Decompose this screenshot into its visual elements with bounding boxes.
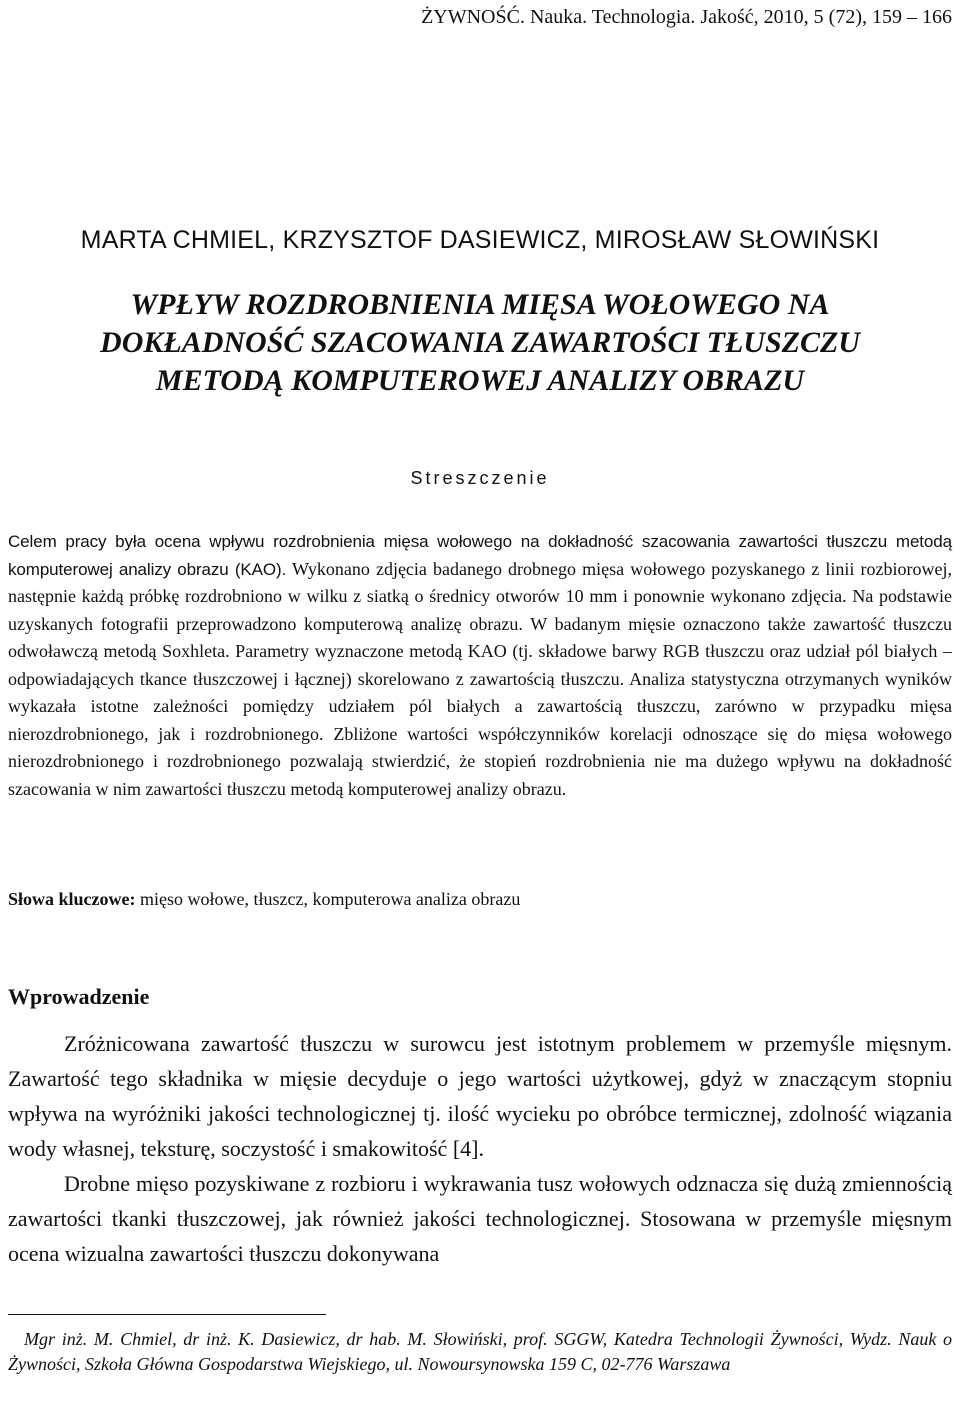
introduction-body xyxy=(8,1026,952,1271)
abstract-aim: Celem pracy była ocena wpływu rozdrobnienia mięsa wołowego na dokładność szacowania zawartości tłuszczu metodą komputerowej analizy obrazu (KAO). xyxy=(8,532,952,579)
paper-title xyxy=(8,286,952,400)
title-line: WPŁYW ROZDROBNIENIA MIĘSA WOŁOWEGO NA xyxy=(130,288,830,321)
author-affiliation-footnote: Mgr inż. M. Chmiel, dr inż. K. Dasiewicz, dr hab. M. Słowiński, prof. SGGW, Katedra Technologii Żywności, Wydz. Nauk o Żywności, Szkoła Główna Gospodarstwa Wiejskiego, ul. Nowoursynowska 159 C, 02-776 Warszawa xyxy=(8,1329,952,1374)
abstract-body: Wykonano zdjęcia badanego drobnego mięsa wołowego pozyskanego z linii rozbiorowej, następnie każdą próbkę rozdrobniono w wilku z siatką o średnicy otworów 10 mm i ponownie wykonano zdjęcia. Na podstawie uzyskanych fotografii przeprowadzono komputerową analizę obrazu. W badanym mięsie oznaczono także zawartość tłuszczu odwoławczą metodą Soxhleta. Parametry wyznaczone metodą KAO (tj. składowe barwy RGB tłuszczu oraz udział pól białych – odpowiadających tkance tłuszczowej i łącznej) skorelowano z zawartością tłuszczu. Analiza statystyczna otrzymanych wyników wykazała istotne zależności pomiędzy udziałem pól białych a zawartością tłuszczu, zarówno w przypadku mięsa nierozdrobnionego, jak i rozdrobnionego. Zbliżone wartości współczynników korelacji odnoszące się do mięsa wołowego nierozdrobnionego i rozdrobnionego pozwalają stwierdzić, że stopień rozdrobnienia nie ma dużego wpływu na dokładność szacowania w nim zawartości tłuszczu metodą komputerowej analizy obrazu. xyxy=(8,558,952,799)
paragraph: Drobne mięso pozyskiwane z rozbioru i wykrawania tusz wołowych odznacza się dużą zmiennością zawartości tkanki tłuszczowej, jak również jakości technologicznej. Stosowana w przemyśle mięsnym ocena wizualna zawartości tłuszczu dokonywana xyxy=(8,1171,952,1266)
keywords xyxy=(8,886,952,912)
abstract-heading: Streszczenie xyxy=(410,468,550,488)
abstract xyxy=(8,528,952,803)
title-line: METODĄ KOMPUTEROWEJ ANALIZY OBRAZU xyxy=(155,364,805,397)
authors: MARTA CHMIEL, KRZYSZTOF DASIEWICZ, MIROSŁAW SŁOWIŃSKI xyxy=(80,226,880,254)
footnote-divider xyxy=(8,1314,326,1315)
section-heading-introduction: Wprowadzenie xyxy=(8,984,150,1009)
journal-header: ŻYWNOŚĆ. Nauka. Technologia. Jakość, 2010, 5 (72), 159 – 166 xyxy=(421,6,952,28)
keywords-text: mięso wołowe, tłuszcz, komputerowa analiza obrazu xyxy=(135,889,521,909)
keywords-label: Słowa kluczowe: xyxy=(8,889,136,909)
title-line: DOKŁADNOŚĆ SZACOWANIA ZAWARTOŚCI TŁUSZCZU xyxy=(100,326,860,359)
paragraph: Zróżnicowana zawartość tłuszczu w surowcu jest istotnym problemem w przemyśle mięsnym. Zawartość tego składnika w mięsie decyduje o jego wartości użytkowej, gdyż w znaczącym stopniu wpływa na wyróżniki jakości technologicznej tj. ilość wycieku po obróbce termicznej, zdolność wiązania wody własnej, teksturę, soczystość i smakowitość [4]. xyxy=(8,1031,952,1161)
